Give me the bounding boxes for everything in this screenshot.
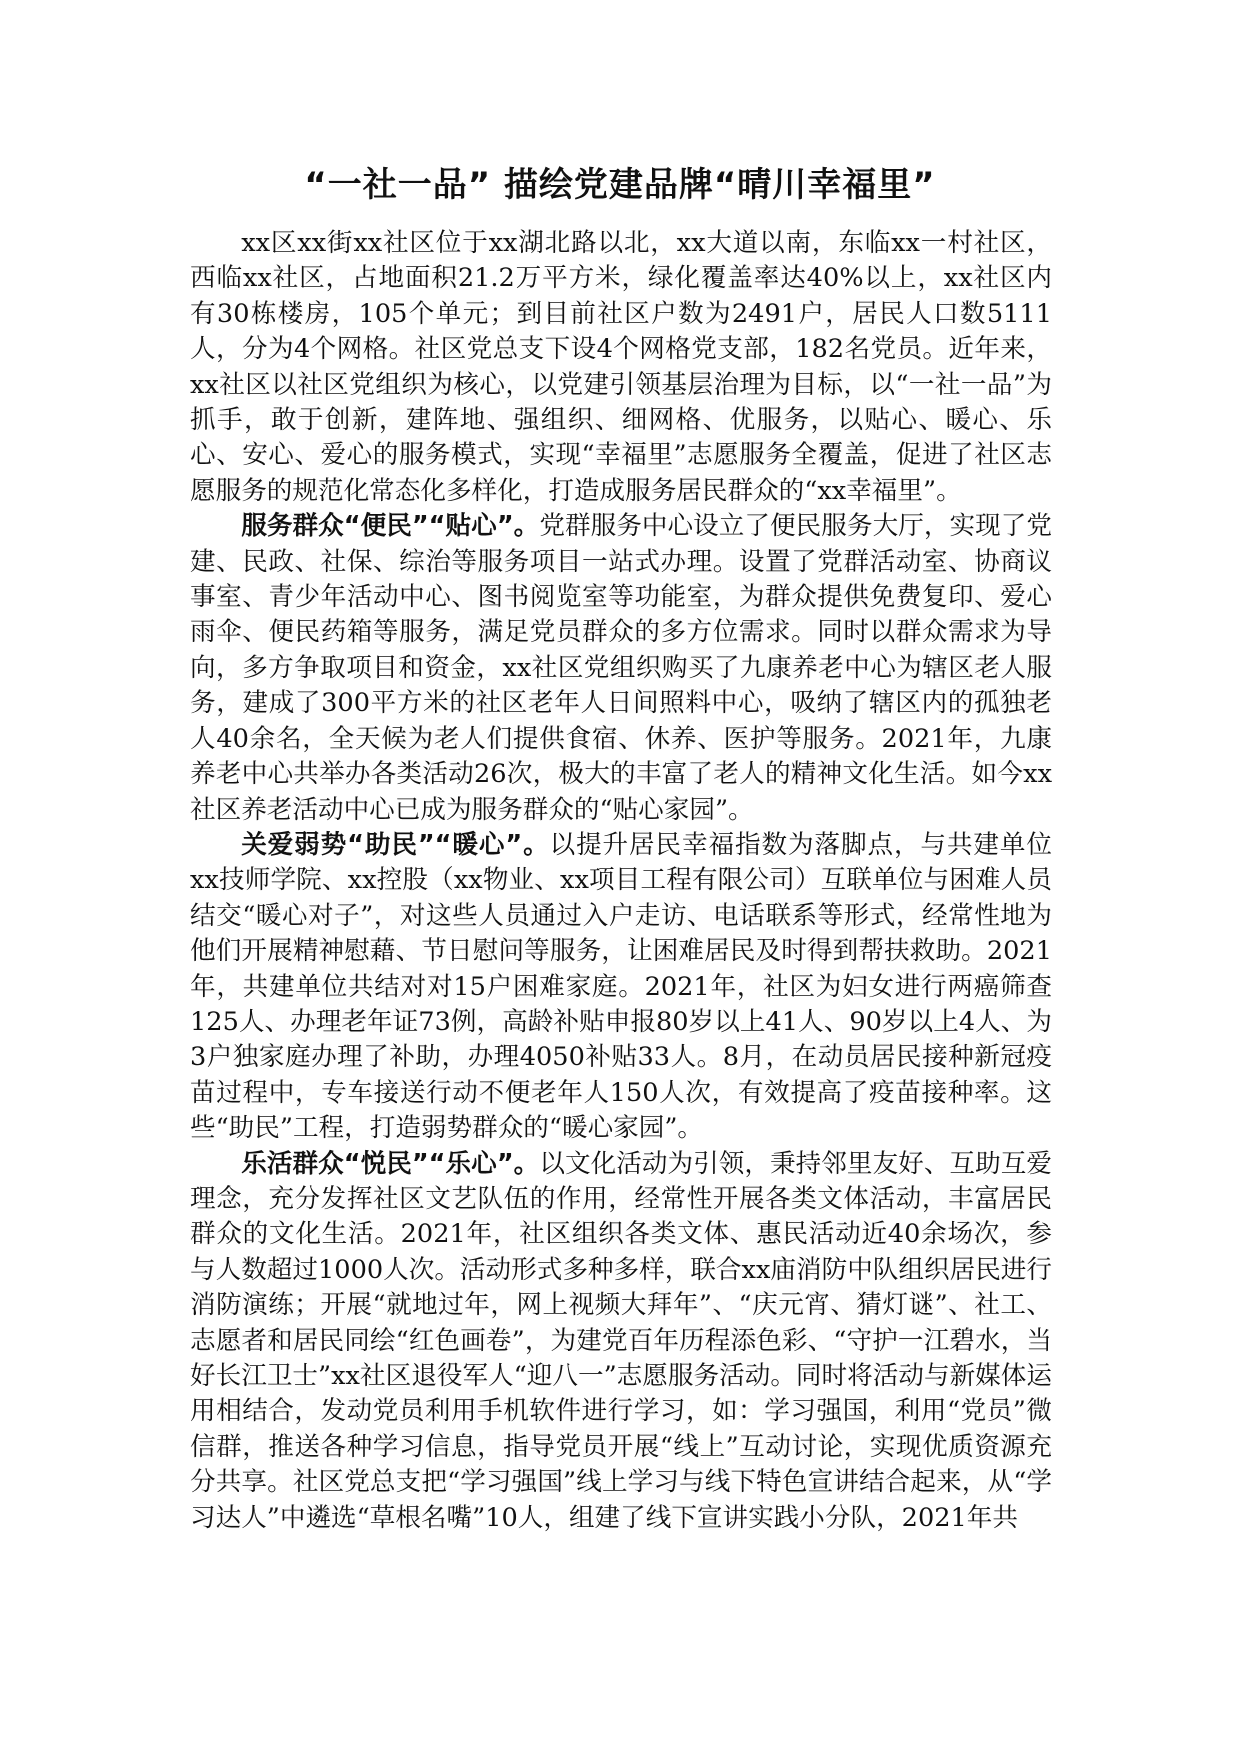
paragraph-text: xx区xx街xx社区位于xx湖北路以北，xx大道以南，东临xx一村社区，西临xx社区，占地面积21.2万平方米，绿化覆盖率达40%以上，xx社区内有30栋楼房，105个单元；到目前社区户数为2491户，居民人口数5111人，分为4个网格。社区党总支下设4个网格党支部，182名党员。近年来，xx社区以社区党组织为核心，以党建引领基层治理为目标，以“一社一品”为抓手，敢于创新，建阵地、强组织、细网格、优服务，以贴心、暖心、乐心、安心、爱心的服务模式，实现“幸福里”志愿服务全覆盖，促进了社区志愿服务的规范化常态化多样化，打造成服务居民群众的“xx幸福里”。 [190, 228, 1052, 506]
section-heading: 服务群众“便民”“贴心”。 [241, 511, 540, 542]
document-title: “一社一品” 描绘党建品牌“晴川幸福里” [304, 165, 936, 205]
section-paragraph-culture [190, 1147, 1052, 1536]
paragraph-text: 党群服务中心设立了便民服务大厅，实现了党建、民政、社保、综治等服务项目一站式办理。设置了党群活动室、协商议事室、青少年活动中心、图书阅览室等功能室，为群众提供免费复印、爱心雨伞、便民药箱等服务，满足党员群众的多方位需求。同时以群众需求为导向，多方争取项目和资金，xx社区党组织购买了九康养老中心为辖区老人服务，建成了300平方米的社区老年人日间照料中心，吸纳了辖区内的孤独老人40余名，全天候为老人们提供食宿、休养、医护等服务。2021年，九康养老中心共举办各类活动26次，极大的丰富了老人的精神文化生活。如今xx社区养老活动中心已成为服务群众的“贴心家园”。 [190, 511, 1052, 825]
document-body [190, 226, 1052, 1536]
section-heading: 乐活群众“悦民”“乐心”。 [241, 1148, 540, 1179]
section-heading: 关爱弱势“助民”“暖心”。 [241, 829, 550, 860]
paragraph-text: 以文化活动为引领，秉持邻里友好、互助互爱理念，充分发挥社区文艺队伍的作用，经常性开展各类文体活动，丰富居民群众的文化生活。2021年，社区组织各类文体、惠民活动近40余场次，参与人数超过1000人次。活动形式多种多样，联合xx庙消防中队组织居民进行消防演练；开展“就地过年，网上视频大拜年”、“庆元宵、猜灯谜”、社工、志愿者和居民同绘“红色画卷”，为建党百年历程添色彩、“守护一江碧水，当好长江卫士”xx社区退役军人“迎八一”志愿服务活动。同时将活动与新媒体运用相结合，发动党员利用手机软件进行学习，如：学习强国，利用“党员”微信群，推送各种学习信息，指导党员开展“线上”互动讨论，实现优质资源充分共享。社区党总支把“学习强国”线上学习与线下特色宣讲结合起来，从“学习达人”中遴选“草根名嘴”10人，组建了线下宣讲实践小分队，2021年共 [190, 1148, 1052, 1533]
section-paragraph-convenience [190, 509, 1052, 828]
section-paragraph-care [190, 828, 1052, 1147]
intro-paragraph [190, 226, 1052, 509]
paragraph-text: 以提升居民幸福指数为落脚点，与共建单位xx技师学院、xx控股（xx物业、xx项目工程有限公司）互联单位与困难人员结交“暖心对子”，对这些人员通过入户走访、电话联系等形式，经常性地为他们开展精神慰藉、节日慰问等服务，让困难居民及时得到帮扶救助。2021年，共建单位共结对对15户困难家庭。2021年，社区为妇女进行两癌筛查125人、办理老年证73例，高龄补贴申报80岁以上41人、90岁以上4人、为3户独家庭办理了补助，办理4050补贴33人。8月，在动员居民接种新冠疫苗过程中，专车接送行动不便老年人150人次，有效提高了疫苗接种率。这些“助民”工程，打造弱势群众的“暖心家园”。 [190, 829, 1052, 1144]
